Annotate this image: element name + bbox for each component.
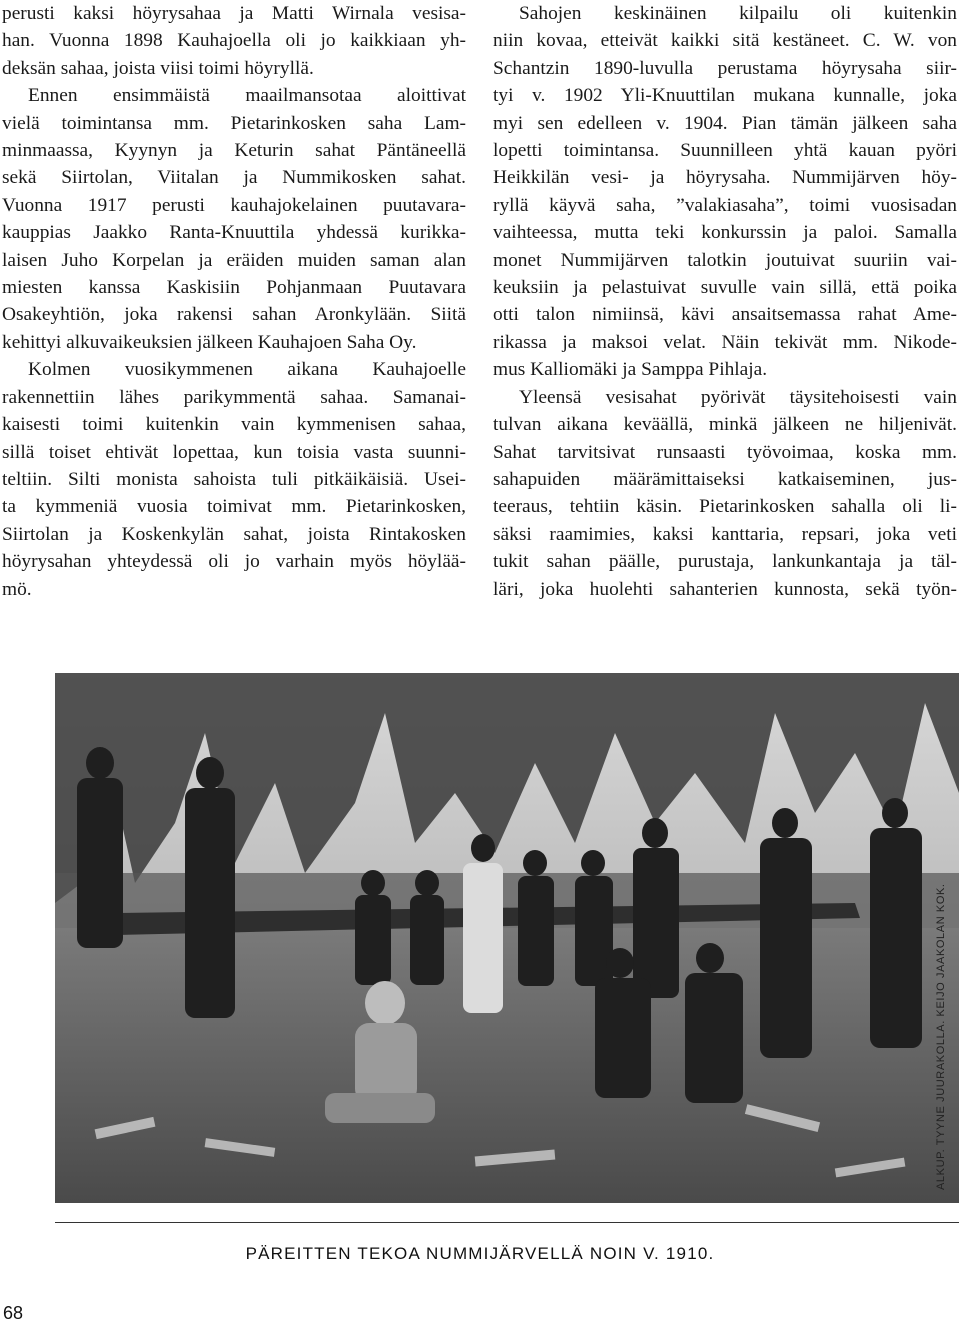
text-line: rakennettiin lähes parikymmentä sahaa. Samanai- <box>2 386 466 408</box>
text-line: vielä toimintansa mm. Pietarinkosken saha Lam- <box>2 112 466 134</box>
text-line: ta kymmeniä vuosia toimivat mm. Pietarinkosken, <box>2 496 466 518</box>
text-line: Sahat tarvitsivat runsaasti työvoimaa, koska mm. <box>493 441 957 463</box>
text-line: tyi v. 1902 Yli-Knuuttilan mukana kunnalle, joka <box>493 85 957 107</box>
text-line: mö. <box>2 578 32 600</box>
text-line: sekä Siirtolan, Viitalan ja Nummikosken sahat. <box>2 167 466 189</box>
text-line: deksän sahaa, joista viisi toimi höyryllä. <box>2 57 314 79</box>
photo-illustration <box>55 673 959 1203</box>
text-line: keuksiin ja pelastuivat suvulle vain sillä, että poika <box>493 277 957 299</box>
photo-caption: PÄREITTEN TEKOA NUMMIJÄRVELLÄ NOIN V. 1910. <box>245 1244 715 1263</box>
text-line: kaisesti toimi kuitenkin vain kymmenisen sahaa, <box>2 414 466 436</box>
text-line: miesten kanssa Kaskisiin Pohjanmaan Puutavara <box>2 277 466 299</box>
text-line: sahapuiden määrämittaiseksi katkaiseminen, jus- <box>493 468 957 490</box>
text-line: höyrysahan yhteydessä oli jo varhain myös höylää- <box>2 551 466 573</box>
text-line: Sahojen keskinäinen kilpailu oli kuitenkin <box>519 3 957 24</box>
text-line: tukit sahan päälle, purustaja, lankunkantaja ja täl- <box>493 551 957 573</box>
text-line: Ennen ensimmäistä maailmansotaa aloittivat <box>28 85 466 107</box>
right-text-column <box>493 0 957 603</box>
text-line: vaihteessa, mutta teki konkurssin ja paloi. Samalla <box>493 222 957 244</box>
text-line: Kolmen vuosikymmenen aikana Kauhajoelle <box>28 359 466 381</box>
text-line: kauppias Jaakko Ranta-Knuuttila yhdessä kurikka- <box>2 222 466 244</box>
text-line: mus Kalliomäki ja Samppa Pihlaja. <box>493 359 768 381</box>
text-line: monet Nummijärven talotkin joutuivat suuriin vai- <box>493 249 957 271</box>
text-line: laisen Juho Korpelan ja eräiden muiden saman alan <box>2 249 466 271</box>
text-line: lopetti toimintansa. Suunnilleen yhtä kauan pyöri <box>493 140 957 162</box>
text-line: säksi raamimies, kaksi kanttaria, repsari, joka veti <box>493 523 957 545</box>
historical-photo <box>55 673 959 1203</box>
text-line: Schantzin 1890-luvulla perustama höyrysaha siir- <box>493 57 957 79</box>
left-text-column <box>2 0 466 603</box>
text-line: minmaassa, Kyynyn ja Keturin sahat Päntäneellä <box>2 140 466 162</box>
text-line: teeraus, tehtiin käsin. Pietarinkosken sahalla oli li- <box>493 496 957 518</box>
page-number: 68 <box>3 1303 24 1323</box>
text-line: kehittyi alkuvaikeuksien jälkeen Kauhajoen Saha Oy. <box>2 331 417 353</box>
text-line: Vuonna 1917 perusti kauhajokelainen puutavara- <box>2 194 466 216</box>
text-line: otti talon nimiinsä, kävi ansaitsemassa rahat Ame- <box>493 304 957 326</box>
text-line: Yleensä vesisahat pyörivät täysitehoisesti vain <box>519 386 957 408</box>
text-line: niin kovaa, etteivät kaikki sitä kestäneet. C. W. von <box>493 30 957 52</box>
text-line: tulvan aikana keväällä, minkä jälkeen ne hiljenivät. <box>493 414 957 436</box>
photo-credit: ALKUP. TYYNE JUURAKOLLA. KEIJO JAAKOLAN KOK. <box>935 883 947 1190</box>
text-line: Osakeyhtiön, joka rakensi sahan Aronkylään. Siitä <box>2 304 466 326</box>
text-line: sillä toiset ehtivät lopettaa, kun toisia vasta suunni- <box>2 441 466 463</box>
caption-rule <box>55 1222 959 1223</box>
text-line: Siirtolan ja Koskenkylän sahat, joista Rintakosken <box>2 523 466 545</box>
text-line: han. Vuonna 1898 Kauhajoella oli jo kaikkiaan yh- <box>2 30 466 52</box>
text-line: myi sen edelleen v. 1904. Pian tämän jälkeen saha <box>493 112 957 134</box>
text-line: teltiin. Silti monista sahoista tuli pitkäikäisiä. Usei- <box>2 468 466 490</box>
text-line: Heikkilän vesi- ja höyrysaha. Nummijärven höy- <box>493 167 957 189</box>
text-line: ryllä käyvä saha, ”valakiasaha”, toimi vuosisadan <box>493 194 957 216</box>
text-line: rikassa ja maksoi velat. Näin tekivät mm. Nikode- <box>493 331 957 353</box>
text-line: läri, joka huolehti sahanterien kunnosta, sekä työn- <box>493 578 957 600</box>
text-line: perusti kaksi höyrysahaa ja Matti Wirnala vesisa- <box>2 3 466 24</box>
